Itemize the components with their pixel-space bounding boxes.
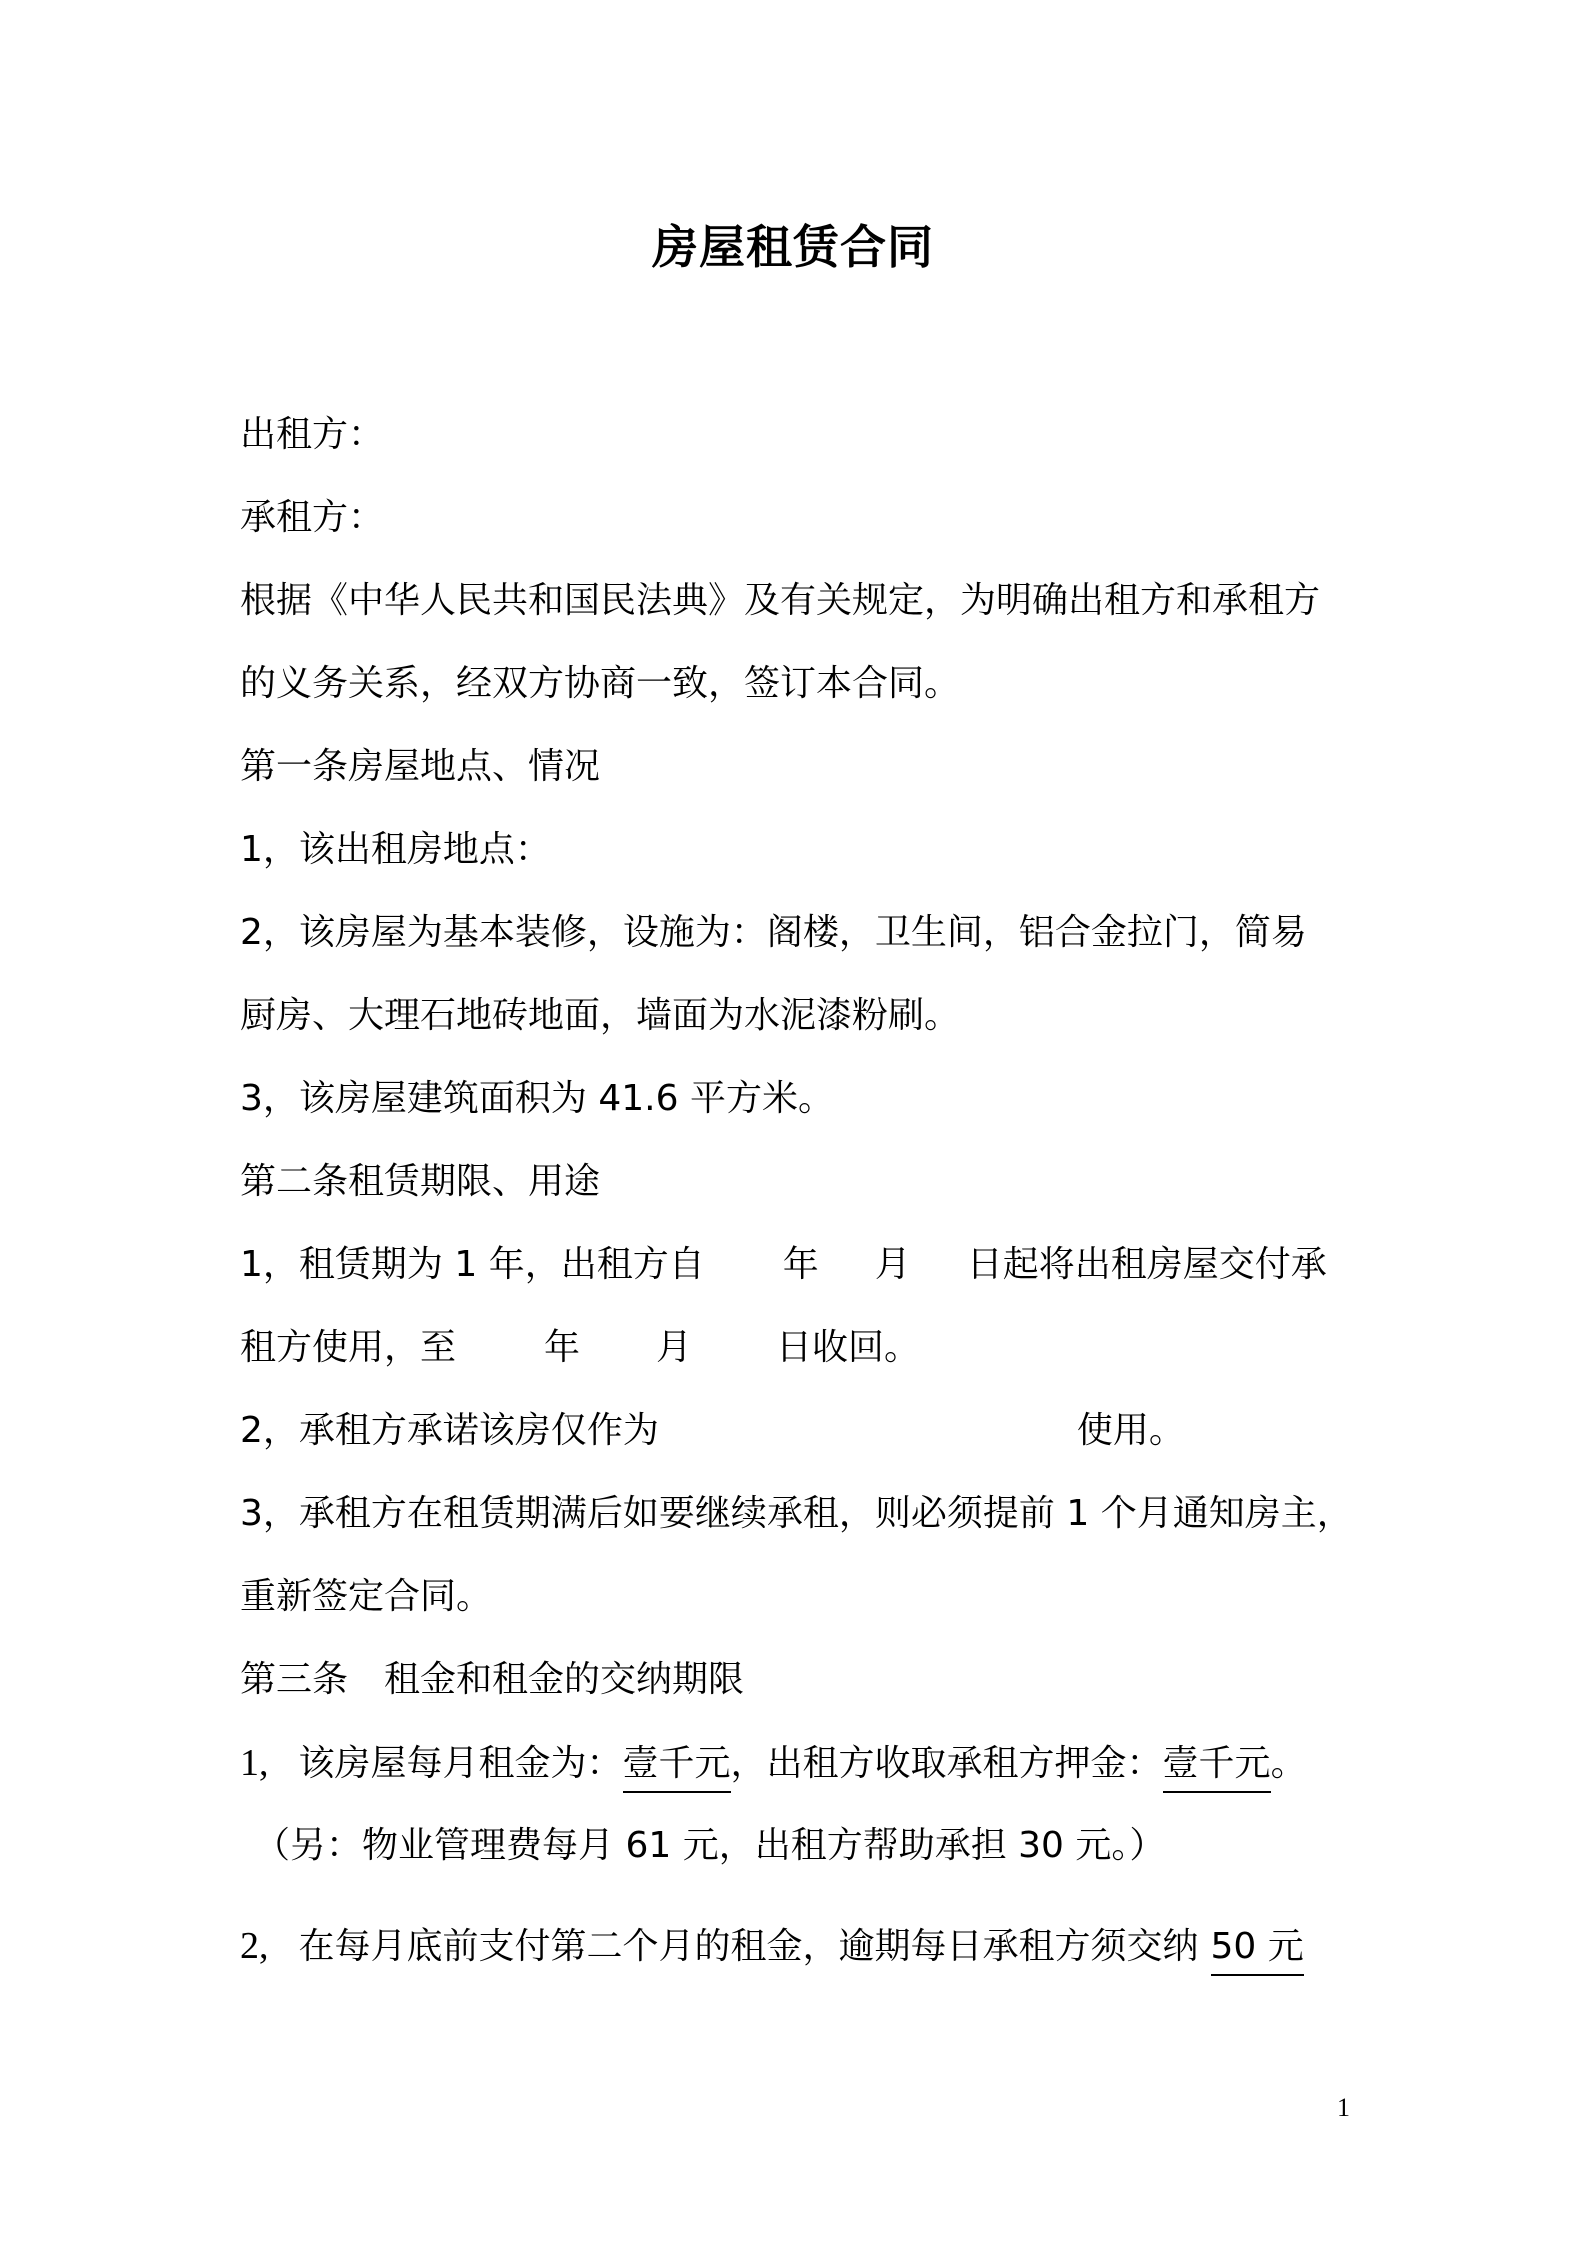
article3-item2-number: 2, [240, 1925, 269, 1967]
page-title: 房屋租赁合同 [652, 220, 934, 274]
page-number: 1 [1337, 2093, 1350, 2122]
article2-item1-line1-start: 1，租赁期为 1 年，出租方自 [240, 1244, 705, 1285]
late-fee-amount: 50 元 [1211, 1922, 1304, 1976]
intro-line-2: 的义务关系，经双方协商一致，签订本合同。 [240, 663, 961, 704]
article2-item1-line2 [240, 1323, 920, 1373]
article2-item1-line1-month: 月 [874, 1244, 911, 1285]
article2-item1-line2-year: 年 [544, 1327, 581, 1368]
article3-item1-text: 该房屋每月租金为： [298, 1743, 623, 1784]
article1-item1: 1，该出租房地点： [240, 829, 551, 870]
article3-item1-end: 。 [1270, 1743, 1307, 1784]
article2-item1-line2-start: 租方使用，至 [240, 1327, 457, 1368]
article3-item1-number: 1, [240, 1742, 269, 1784]
article3-item1-mid: ，出租方收取承租方押金： [730, 1743, 1163, 1784]
article2-item2-end: 使用。 [1076, 1410, 1185, 1451]
article2-item1-line1-year: 年 [782, 1244, 819, 1285]
deposit-amount: 壹千元 [1163, 1739, 1271, 1793]
article1-item3: 3，该房屋建筑面积为 41.6 平方米。 [240, 1078, 834, 1119]
article2-item1-line1 [240, 1240, 1327, 1290]
rent-amount: 壹千元 [623, 1739, 731, 1793]
article2-heading: 第二条租赁期限、用途 [240, 1161, 601, 1202]
article2-item1-line1-end: 日起将出租房屋交付承 [966, 1244, 1327, 1285]
article2-item3-line1: 3，承租方在租赁期满后如要继续承租，则必须提前 1 个月通知房主， [240, 1493, 1353, 1534]
article1-heading: 第一条房屋地点、情况 [240, 746, 601, 787]
article1-item2-line1: 2，该房屋为基本装修，设施为：阁楼，卫生间，铝合金拉门，简易 [240, 912, 1307, 953]
article3-note: （另：物业管理费每月 61 元，出租方帮助承担 30 元。） [254, 1825, 1166, 1866]
article1-item2-line2: 厨房、大理石地砖地面，墙面为水泥漆粉刷。 [240, 995, 961, 1036]
article2-item2-start: 2，承租方承诺该房仅作为 [240, 1410, 659, 1451]
article2-item3-line2: 重新签定合同。 [240, 1576, 493, 1617]
article2-item2 [240, 1406, 1185, 1456]
article2-item1-line2-month: 月 [656, 1327, 693, 1368]
article3-item2 [240, 1921, 1304, 1976]
lessor-label: 出租方： [240, 414, 385, 455]
lessee-label: 承租方： [240, 497, 385, 538]
article2-item1-line2-end: 日收回。 [776, 1327, 921, 1368]
article3-item2-text: 在每月底前支付第二个月的租金，逾期每日承租方须交纳 [298, 1926, 1199, 1967]
article3-heading: 第三条 租金和租金的交纳期限 [240, 1659, 745, 1700]
article3-item1 [240, 1738, 1307, 1793]
intro-line-1: 根据《中华人民共和国民法典》及有关规定，为明确出租方和承租方 [240, 580, 1321, 621]
